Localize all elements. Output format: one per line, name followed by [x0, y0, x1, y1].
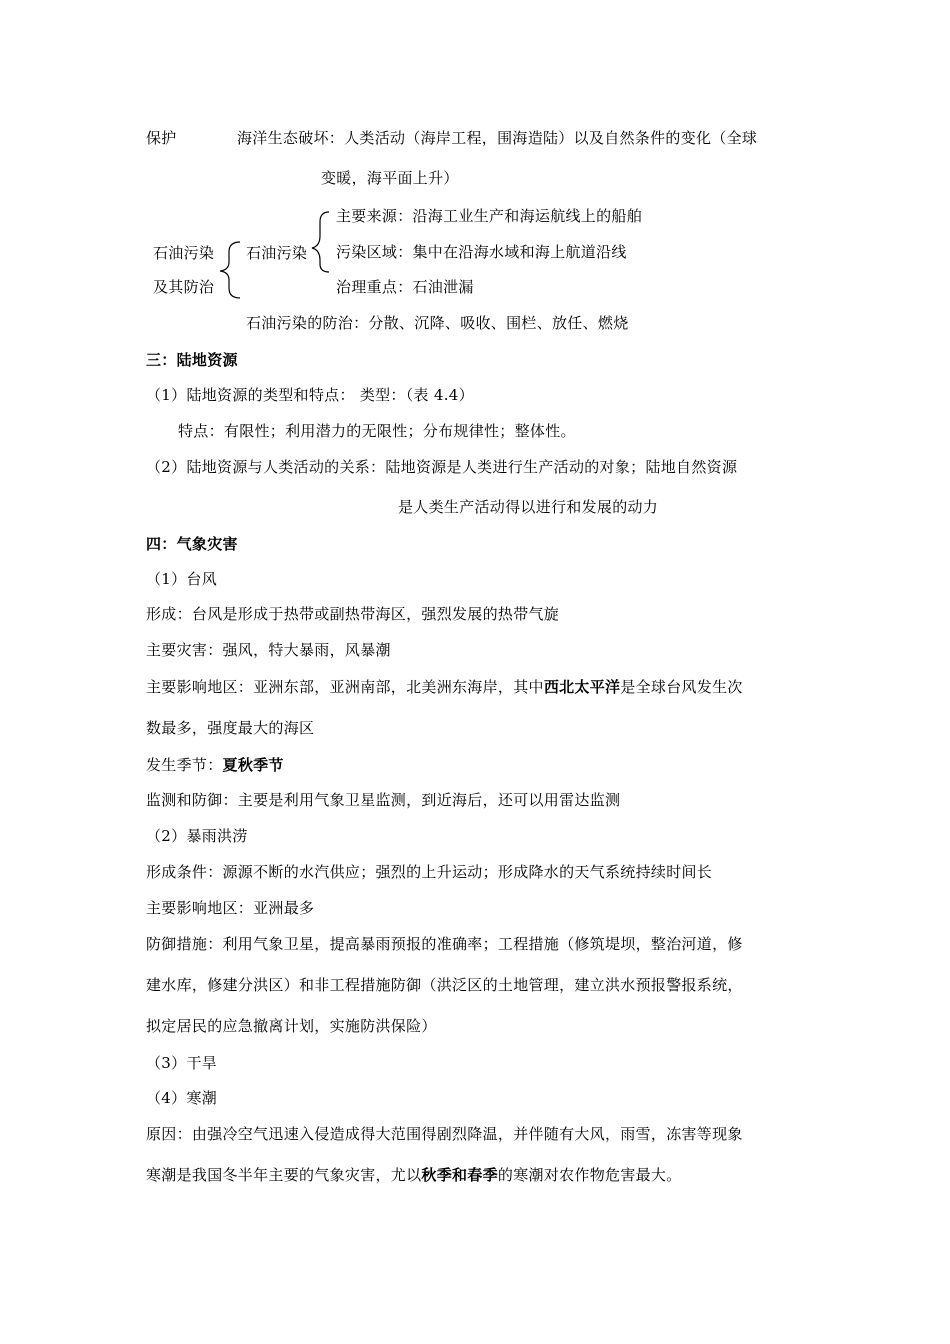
- section-3-heading: 三：陆地资源: [146, 351, 238, 369]
- section-4-heading: 四：气象灾害: [146, 535, 238, 553]
- oil-main-source: 主要来源：沿海工业生产和海运航线上的船舶: [336, 207, 643, 225]
- oil-brace-outer: [0, 0, 950, 340]
- cold-wave-title: （4）寒潮: [146, 1089, 218, 1107]
- land-resource-types: （1）陆地资源的类型和特点： 类型：（表 4.4）: [146, 386, 474, 404]
- marine-ecology-line-1: 海洋生态破坏：人类活动（海岸工程，围海造陆）以及自然条件的变化（全球: [237, 129, 758, 147]
- protect-label: 保护: [146, 129, 177, 147]
- flood-conditions: 形成条件：源源不断的水汽供应；强烈的上升运动；形成降水的天气系统持续时间长: [146, 863, 713, 881]
- typhoon-disasters: 主要灾害：强风，特大暴雨，风暴潮: [146, 641, 391, 659]
- cold-wave-impact-post: 的寒潮对农作物危害最大。: [497, 1166, 682, 1184]
- oil-prevention: 石油污染的防治：分散、沉降、吸收、围栏、放任、燃烧: [246, 314, 629, 332]
- land-resource-features: 特点：有限性；利用潜力的无限性；分布规律性；整体性。: [178, 422, 576, 440]
- typhoon-areas-highlight: 西北太平洋: [543, 678, 621, 696]
- land-resource-relation-2: 是人类生产活动得以进行和发展的动力: [398, 498, 659, 516]
- oil-pollution-area: 污染区域：集中在沿海水域和海上航道沿线: [336, 243, 627, 261]
- flood-defense-line-2: 建水库，修建分洪区）和非工程措施防御（洪泛区的土地管理，建立洪水预报警报系统，: [146, 976, 743, 994]
- oil-left-label-2: 及其防治: [153, 278, 215, 296]
- cold-wave-impact-pre: 寒潮是我国冬半年主要的气象灾害，尤以: [146, 1166, 422, 1184]
- flood-areas: 主要影响地区：亚洲最多: [146, 899, 315, 917]
- flood-title: （2）暴雨洪涝: [146, 827, 248, 845]
- typhoon-season: [146, 755, 284, 775]
- oil-left-label-1: 石油污染: [153, 244, 215, 262]
- typhoon-areas-line-2: 数最多，强度最大的海区: [146, 719, 315, 737]
- flood-defense-line-1: 防御措施：利用气象卫星，提高暴雨预报的准确率；工程措施（修筑堤坝，整治河道，修: [146, 935, 743, 953]
- cold-wave-cause: 原因：由强冷空气迅速入侵造成得大范围得剧烈降温，并伴随有大风，雨雪，冻害等现象: [146, 1125, 743, 1143]
- typhoon-season-label: 发生季节：: [146, 756, 223, 774]
- typhoon-areas-pre: 主要影响地区：亚洲东部，亚洲南部，北美洲东海岸，其中: [146, 678, 544, 696]
- typhoon-title: （1）台风: [146, 570, 218, 588]
- typhoon-season-value: 夏秋季节: [222, 756, 284, 774]
- flood-defense-line-3: 拟定居民的应急撤离计划，实施防洪保险）: [146, 1017, 437, 1035]
- typhoon-areas-post: 是全球台风发生次: [620, 678, 743, 696]
- typhoon-monitoring: 监测和防御：主要是利用气象卫星监测，到近海后，还可以用雷达监测: [146, 791, 621, 809]
- typhoon-formation: 形成：台风是形成于热带或副热带海区，强烈发展的热带气旋: [146, 605, 560, 623]
- oil-mid-label: 石油污染: [246, 244, 308, 262]
- marine-ecology-line-2: 变暖，海平面上升）: [321, 169, 459, 187]
- land-resource-relation-1: （2）陆地资源与人类活动的关系：陆地资源是人类进行生产活动的对象；陆地自然资源: [146, 458, 738, 476]
- drought-title: （3）干旱: [146, 1054, 218, 1072]
- cold-wave-impact-highlight: 秋季和春季: [421, 1166, 498, 1184]
- cold-wave-impact: [146, 1165, 682, 1185]
- typhoon-areas-line-1: [146, 677, 743, 697]
- oil-governance-focus: 治理重点：石油泄漏: [336, 278, 474, 296]
